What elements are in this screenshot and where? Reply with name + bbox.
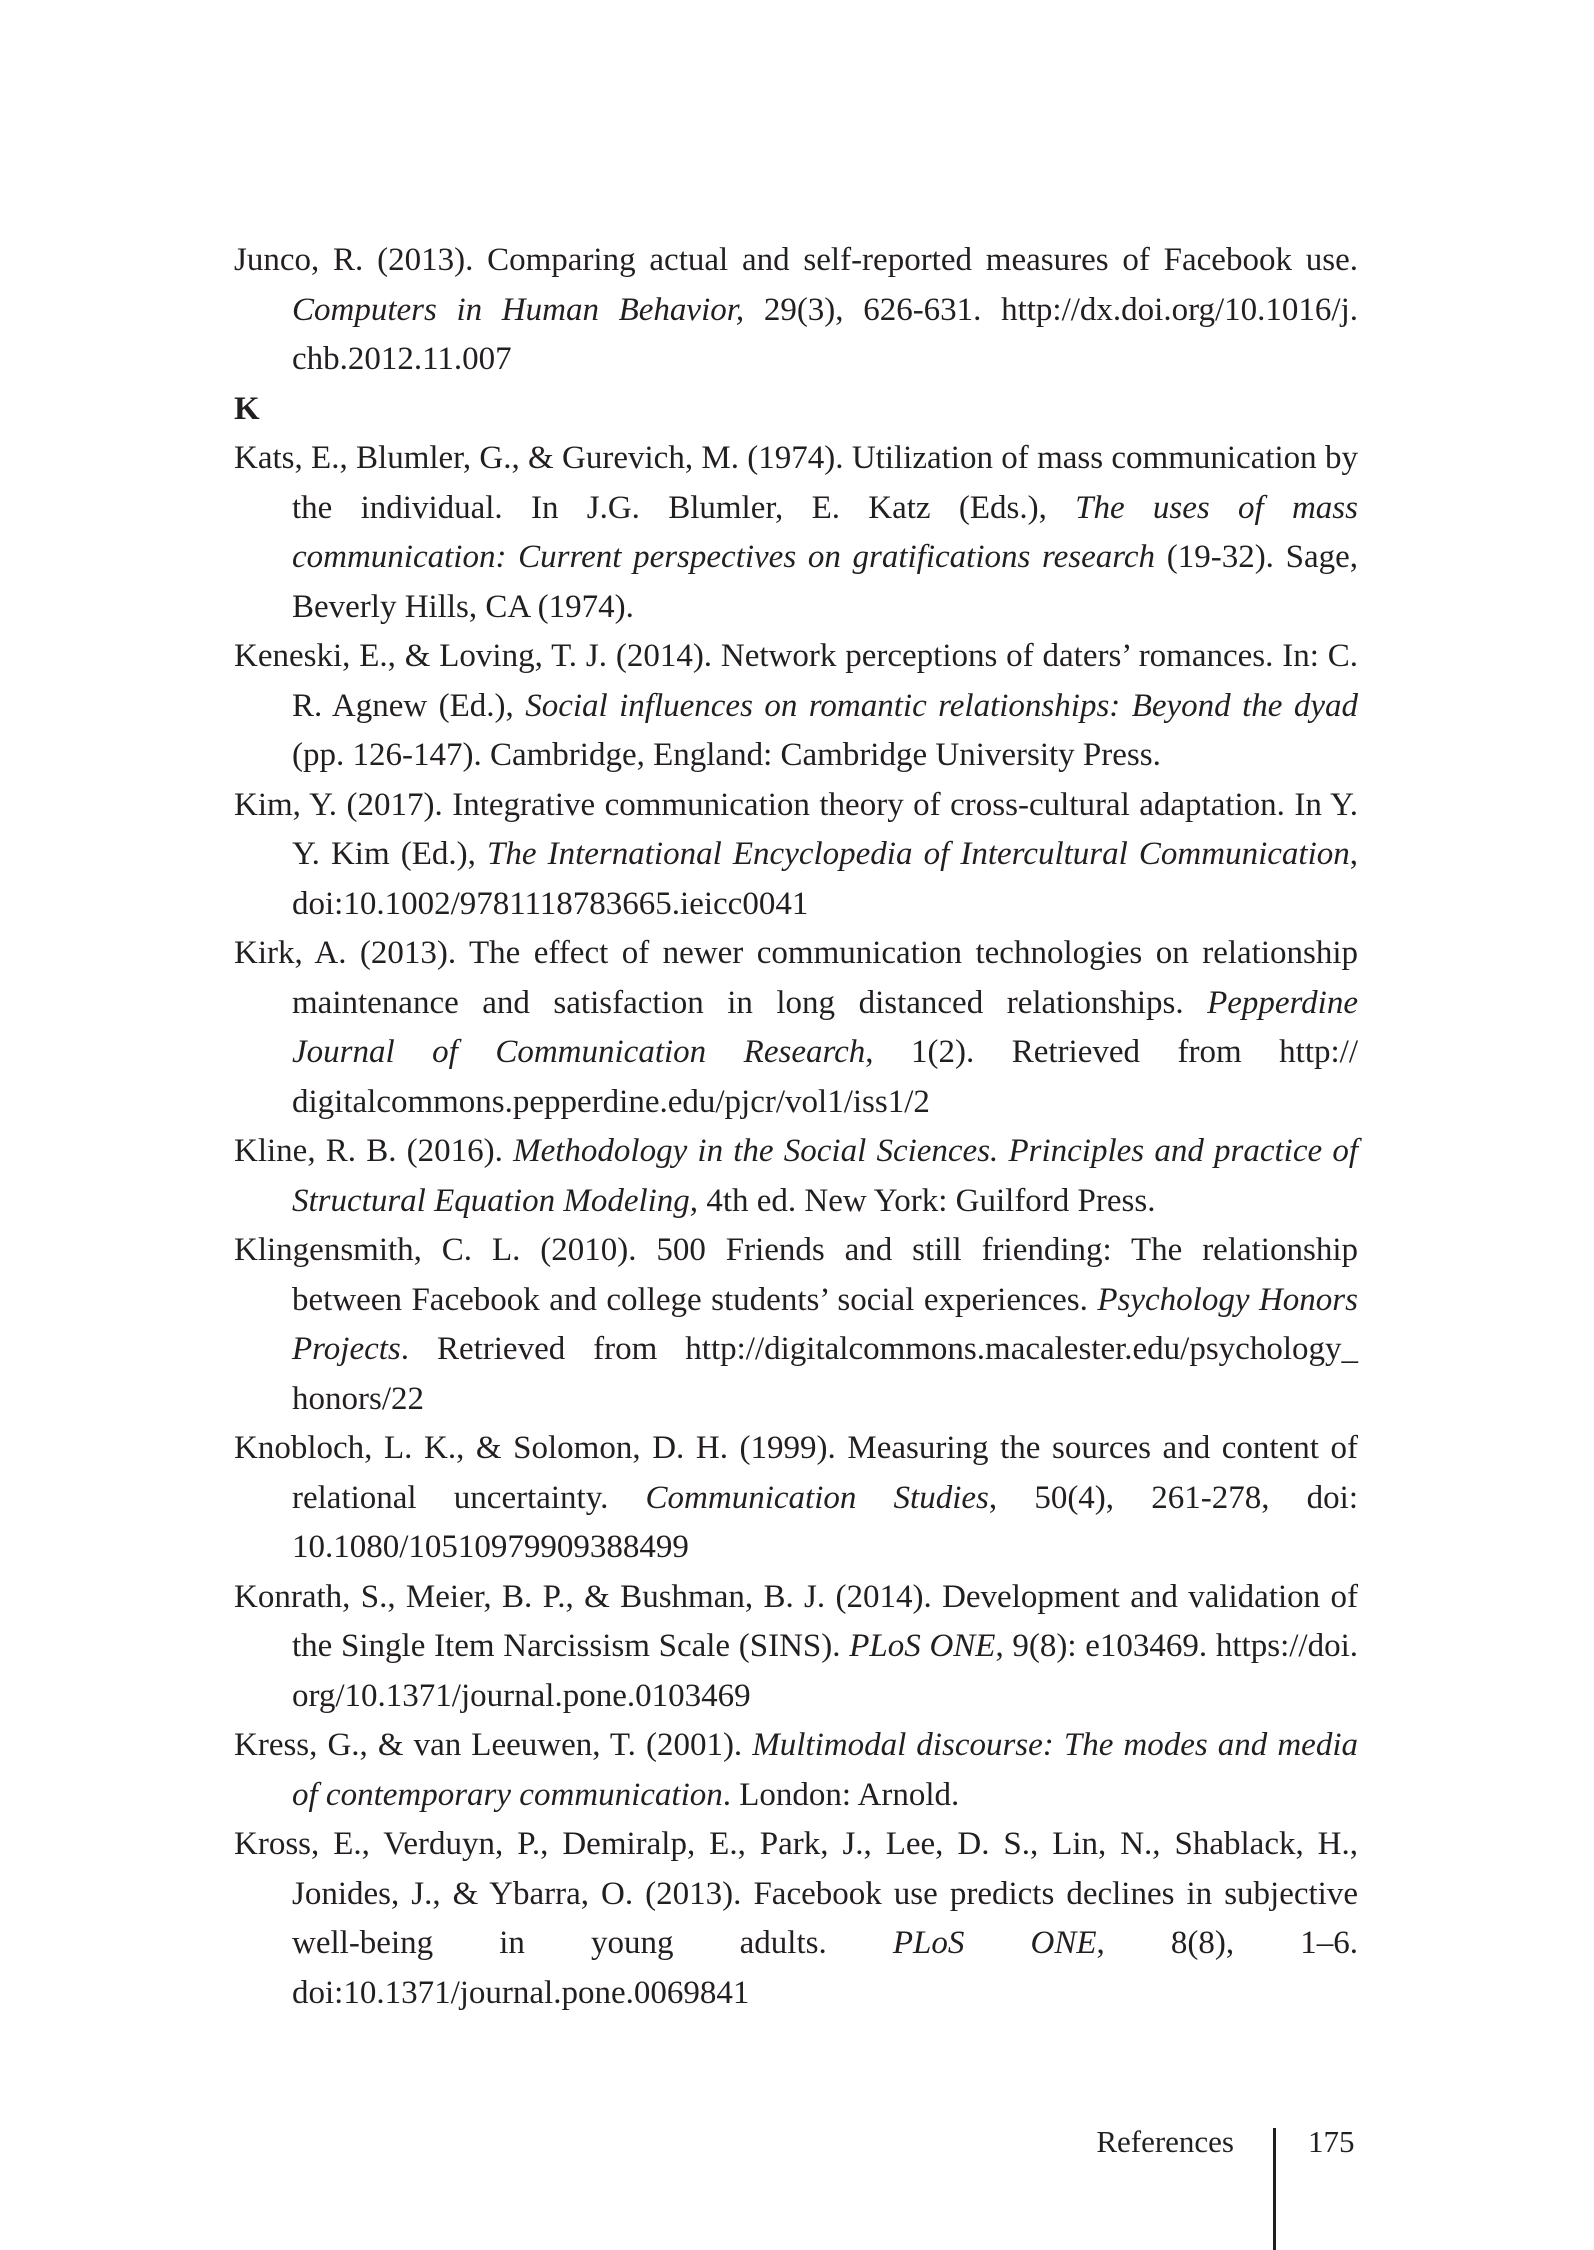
ref-text: Kirk, A. (2013). The effect of newer communication technologies on relationship maintenance and satisfaction in long distanced relationships. (234, 935, 1358, 1021)
ref-text: 4th ed. New York: Guilford Press. (698, 1182, 1156, 1219)
ref-title: PLoS ONE (892, 1925, 1097, 1961)
ref-text: (pp. 126-147). Cambridge, England: Cambridge University Press. (292, 737, 1161, 773)
ref-title: Computers in Human Behavior, (292, 291, 745, 328)
ref-text: , 8(8), 1–6. doi:10.1371/journal.pone.0069841 (292, 1925, 1358, 2011)
ref-title: Social influences on romantic relationships: Beyond the dyad (525, 687, 1358, 724)
ref-text: , 1(2). Retrieved from http:// digitalcommons.pepperdine.edu/pjcr/vol1/iss1/2 (292, 1034, 1358, 1120)
reference-entry-kats (234, 434, 1358, 632)
ref-text: Klingensmith, C. L. (2010). 500 Friends and still friending: The relationship between Facebook and college students’ social experiences. (234, 1232, 1358, 1318)
ref-title: Psychology Honors Projects (292, 1281, 1358, 1367)
reference-entry-kress (234, 1721, 1358, 1820)
ref-title: Pepperdine Journal of Communication Research (292, 984, 1358, 1070)
ref-title: Multimodal discourse: The modes and media of contemporary communication (292, 1727, 1358, 1813)
ref-text: 29(3), 626-631. http://dx.doi.org/10.1016/j. chb.2012.11.007 (292, 291, 1358, 377)
running-footer-title: References (1096, 2124, 1234, 2159)
reference-entry-kirk (234, 929, 1358, 1127)
ref-text: Kress, G., & van Leeuwen, T. (2001). (234, 1727, 753, 1763)
ref-title: The uses of mass communication: Current perspectives on gratifications research (292, 489, 1358, 575)
reference-entry-junco (234, 236, 1358, 385)
ref-text: Junco, R. (2013). Comparing actual and self-reported measures of Facebook use. (234, 242, 1358, 278)
reference-entry-kim (234, 781, 1358, 930)
reference-entry-knobloch (234, 1424, 1358, 1573)
page-number: 175 (1308, 2124, 1355, 2159)
ref-text: Kim, Y. (2017). Integrative communication theory of cross-cultural adaptation. In Y. Y. Kim (Ed.), (234, 786, 1358, 872)
reference-entry-keneski (234, 632, 1358, 781)
reference-entry-kline (234, 1127, 1358, 1226)
ref-text: Knobloch, L. K., & Solomon, D. H. (1999). Measuring the sources and content of relational uncertainty. (234, 1430, 1358, 1516)
ref-text: (19-32). Sage, Beverly Hills, CA (1974). (292, 539, 1358, 625)
ref-text: , 50(4), 261-278, doi: 10.1080/10510979909388499 (292, 1479, 1358, 1565)
ref-text: Kats, E., Blumler, G., & Gurevich, M. (1974). Utilization of mass communication by the individual. In J.G. Blumler, E. Katz (Eds.), (234, 440, 1358, 526)
ref-text: Keneski, E., & Loving, T. J. (2014). Network perceptions of daters’ romances. In: C. R. Agnew (Ed.), (234, 638, 1358, 724)
ref-title: The International Encyclopedia of Intercultural Communication (487, 836, 1350, 872)
ref-text: , doi:10.1002/9781118783665.ieicc0041 (292, 836, 1358, 922)
reference-entry-klingensmith (234, 1226, 1358, 1424)
ref-title: Methodology in the Social Sciences. Principles and practice of Structural Equation Modeling, (292, 1133, 1358, 1219)
ref-title: PLoS ONE (849, 1628, 996, 1664)
ref-text: Konrath, S., Meier, B. P., & Bushman, B. J. (2014). Development and validation of the Single Item Narcissism Scale (SINS). (234, 1578, 1358, 1664)
ref-title: Communication Studies (645, 1479, 989, 1516)
reference-entry-konrath (234, 1573, 1358, 1722)
ref-text: . Retrieved from http://digitalcommons.macalester.edu/psychology_ honors/22 (292, 1331, 1358, 1417)
ref-text: , 9(8): e103469. https://doi. org/10.1371/journal.pone.0103469 (292, 1628, 1358, 1714)
reference-entry-kross (234, 1820, 1358, 2018)
ref-text: . London: Arnold. (722, 1776, 960, 1813)
ref-text: Kline, R. B. (2016). (234, 1133, 514, 1169)
ref-text: Kross, E., Verduyn, P., Demiralp, E., Park, J., Lee, D. S., Lin, N., Shablack, H., Jonides, J., & Ybarra, O. (2013). Facebook use predicts declines in subjective well-being in young adults. (234, 1826, 1358, 1961)
footer-divider (1273, 2128, 1276, 2250)
section-letter: K (234, 390, 260, 427)
reference-list (234, 236, 1358, 2018)
